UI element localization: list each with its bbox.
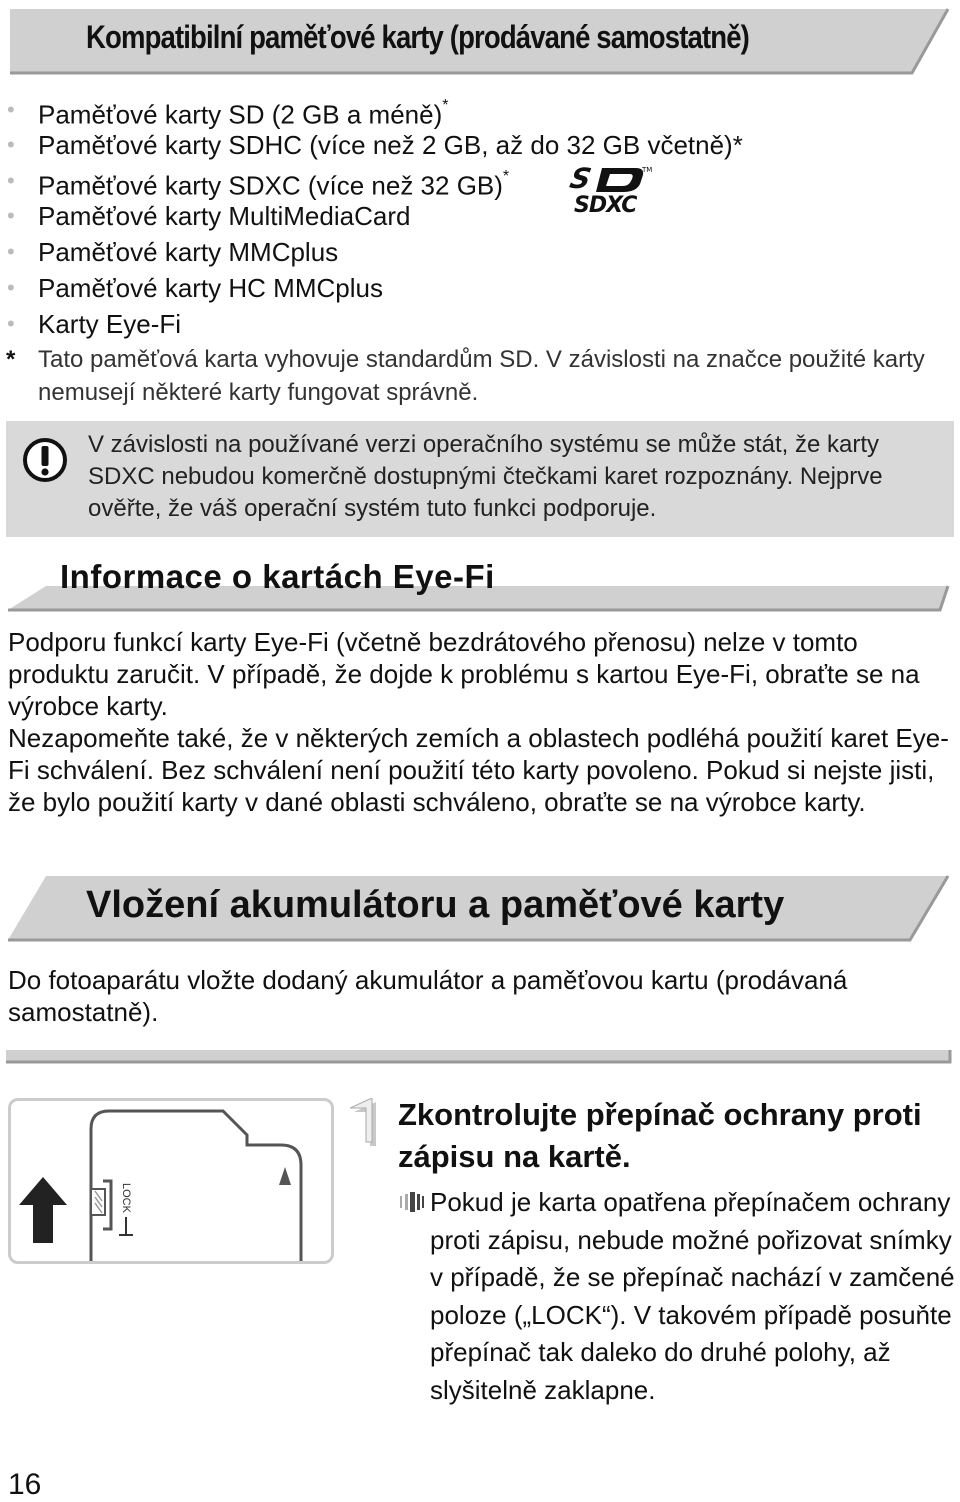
list-item-text: Paměťové karty SD (2 GB a méně) xyxy=(38,99,443,130)
bullet-icon: • xyxy=(7,311,15,336)
list-item xyxy=(7,127,743,163)
caution-text: V závislosti na používané verzi operačního systému se může stát, že karty SDXC nebudou komerčně dostupnými čtečkami karet rozpoznány. Nejprve ověřte, že váš operační systém tuto funkci podporuje. xyxy=(88,431,883,522)
bullet-icon: • xyxy=(7,239,15,264)
list-item-text: Karty Eye-Fi xyxy=(38,309,182,339)
footnote xyxy=(6,343,948,409)
step-title: Zkontrolujte přepínač ochrany proti zápisu na kartě. xyxy=(398,1097,922,1174)
section-header-compatible-cards xyxy=(6,5,954,77)
sound-click-icon xyxy=(398,1188,426,1216)
asterisk-marker: * xyxy=(502,168,510,185)
svg-text:S: S xyxy=(567,162,595,195)
caution-box xyxy=(6,421,954,537)
lock-label: LOCK xyxy=(120,1183,132,1213)
footnote-text: Tato paměťová karta vyhovuje standardům SD. V závislosti na značce použité karty nemusejí některé karty fungovat správně. xyxy=(38,346,925,406)
bullet-icon: • xyxy=(7,97,15,122)
svg-text:TM: TM xyxy=(642,166,653,174)
sd-card-illustration xyxy=(8,1098,334,1264)
insert-intro: Do fotoaparátu vložte dodaný akumulátor a paměťovou kartu (prodávaná samostatně). xyxy=(8,965,848,1027)
section-title: Vložení akumulátoru a paměťové karty xyxy=(86,884,785,926)
bullet-icon: • xyxy=(7,168,15,193)
section-header-insert-battery xyxy=(6,872,954,946)
list-item-text: Paměťové karty HC MMCplus xyxy=(38,273,383,303)
list-item xyxy=(7,234,339,270)
list-item-text: Paměťové karty MultiMediaCard xyxy=(38,201,411,231)
bullet-icon: • xyxy=(7,132,15,157)
divider xyxy=(6,1048,954,1068)
eye-fi-body: Podporu funkcí karty Eye-Fi (včetně bezdrátového přenosu) nelze v tomto produktu zaručit. V případě, že dojde k problému s kartou Eye-Fi, obraťte se na výrobce karty. Nezapomeňte také, že v některých zemích a oblastech podléhá použití karet Eye-Fi schválení. Bez schválení není použití této karty povoleno. Pokud si nejste jisti, že bylo použití karty v dané oblasti schváleno, obraťte se na výrobce karty. xyxy=(8,627,949,817)
section-header-eye-fi xyxy=(6,552,954,614)
bullet-icon: • xyxy=(7,203,15,228)
step-number-1 xyxy=(350,1098,382,1150)
section-title: Kompatibilní paměťové karty (prodávané samostatně) xyxy=(86,19,749,55)
bullet-icon: • xyxy=(7,275,15,300)
list-item-text: Paměťové karty SDXC (více než 32 GB) xyxy=(38,170,503,201)
asterisk-marker: * xyxy=(442,97,449,114)
list-item-text: Paměťové karty SDHC (více než 2 GB, až do 32 GB včetně)* xyxy=(38,130,743,160)
sd-card-drawing xyxy=(11,1101,331,1261)
footnote-marker: * xyxy=(6,346,16,373)
step-body: Pokud je karta opatřena přepínačem ochrany proti zápisu, nebude možné pořizovat snímky v případě, že se přepínač nachází v zamčené poloze („LOCK“). V takovém případě posuňte přepínač tak daleko do druhé polohy, až slyšitelně zaklapne. xyxy=(430,1187,955,1405)
list-item xyxy=(7,306,182,342)
list-item-text: Paměťové karty MMCplus xyxy=(38,237,339,267)
list-item xyxy=(7,270,383,306)
arrow-up-icon xyxy=(19,1177,67,1243)
step-number-text: 1 xyxy=(350,1098,351,1099)
sdxc-logo xyxy=(566,162,658,218)
list-item xyxy=(7,198,411,234)
warning-icon xyxy=(22,437,68,483)
page-number: 16 xyxy=(8,1468,42,1501)
section-title: Informace o kartách Eye-Fi xyxy=(60,558,495,595)
sdxc-logo-text: SDXC xyxy=(574,193,637,218)
